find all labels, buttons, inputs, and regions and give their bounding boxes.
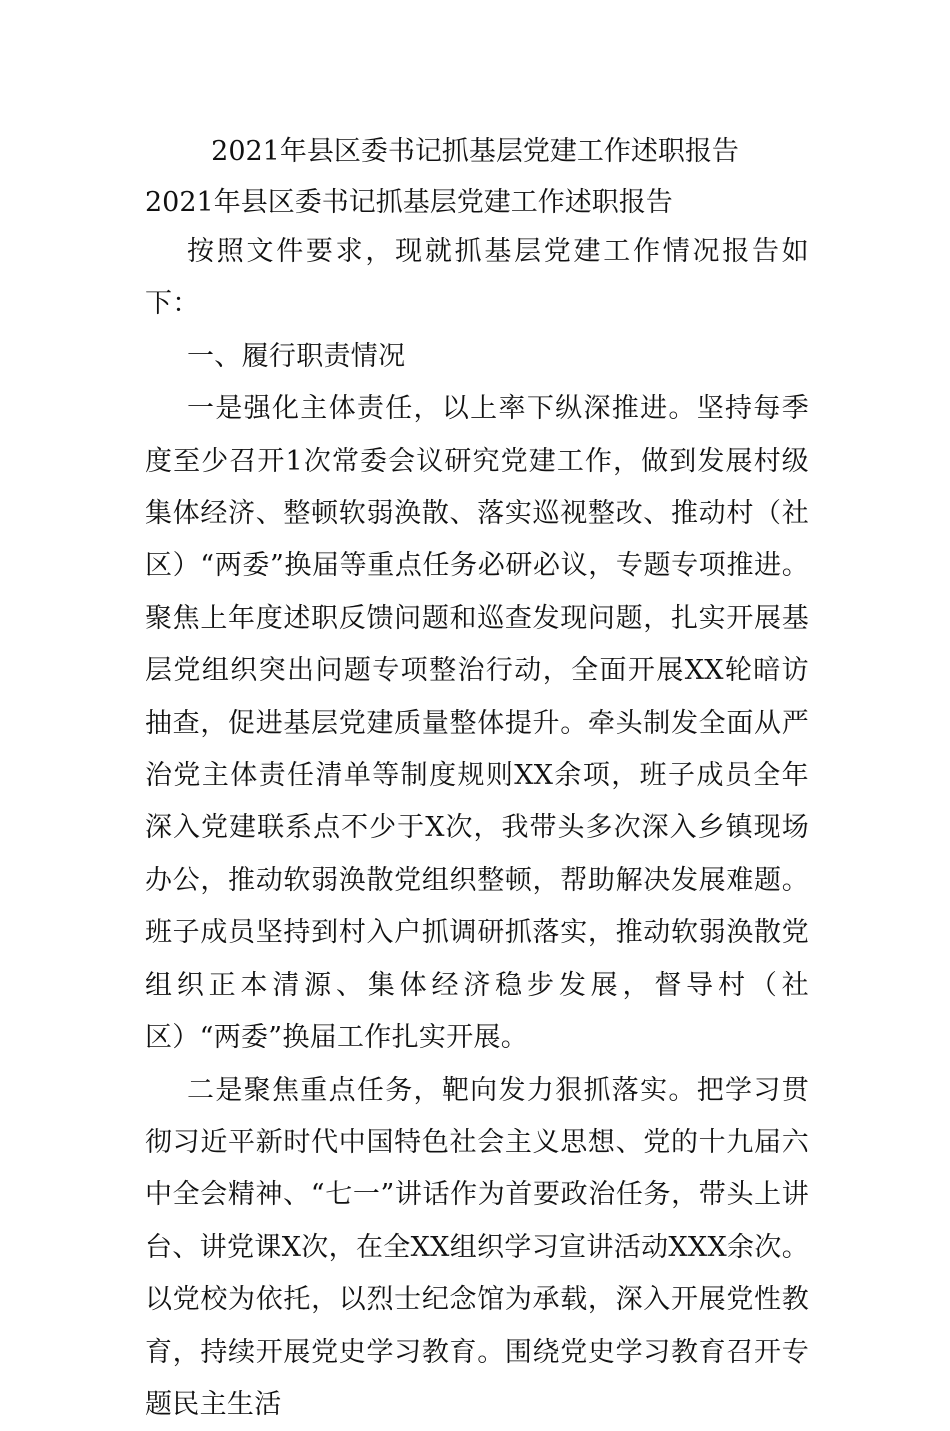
document-subtitle: 2021年县区委书记抓基层党建工作述职报告 [145,183,673,223]
body-paragraph: 二是聚焦重点任务，靶向发力狠抓落实。把学习贯彻习近平新时代中国特色社会主义思想、党的十九届六中全会精神、“七一”讲话作为首要政治任务，带头上讲台、讲党课X次，在全XX组织学习宣讲活动XXX余次。以党校为依托，以烈士纪念馆为承载，深入开展党性教育，持续开展党史学习教育。围绕党史学习教育召开专题民主生活 [145,1065,809,1431]
section-heading: 一、履行职责情况 [145,331,809,383]
body-paragraph: 一是强化主体责任，以上率下纵深推进。坚持每季度至少召开1次常委会议研究党建工作，做到发展村级集体经济、整顿软弱涣散、落实巡视整改、推动村（社区）“两委”换届等重点任务必研必议，专题专项推进。聚焦上年度述职反馈问题和巡查发现问题，扎实开展基层党组织突出问题专项整治行动，全面开展XX轮暗访抽查，促进基层党建质量整体提升。牵头制发全面从严治党主体责任清单等制度规则XX余项，班子成员全年深入党建联系点不少于X次，我带头多次深入乡镇现场办公，推动软弱涣散党组织整顿，帮助解决发展难题。班子成员坚持到村入户抓调研抓落实，推动软弱涣散党组织正本清源、集体经济稳步发展，督导村（社区）“两委”换届工作扎实开展。 [145,383,809,1064]
intro-paragraph: 按照文件要求，现就抓基层党建工作情况报告如下： [145,226,809,331]
document-body [145,226,809,1431]
document-title: 2021年县区委书记抓基层党建工作述职报告 [0,132,950,172]
